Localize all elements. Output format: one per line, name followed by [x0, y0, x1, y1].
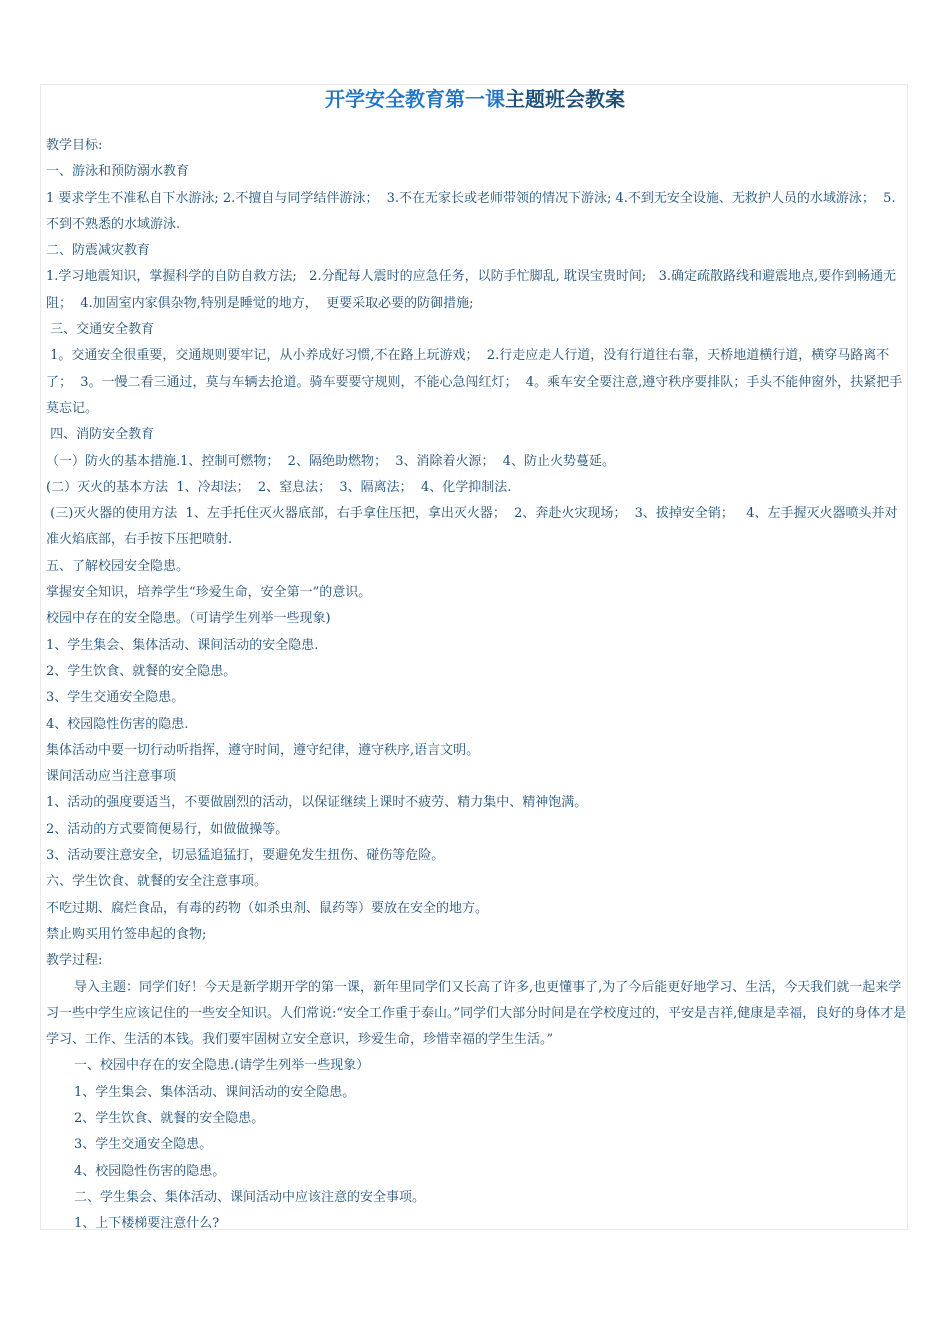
section-heading: 三、交通安全教育 — [46, 322, 155, 338]
paragraph: (三)灭火器的使用方法 1、左手托住灭火器底部，右手拿住压把，拿出灭火器； 2、奔赴火灾现场； 3、拔掉安全销； 4、左手握灭火器喷头并对准火焰底部，右手按下压把喷射. — [46, 506, 898, 548]
list-item: 3、学生交通安全隐患。 — [74, 1137, 213, 1153]
paragraph: 禁止购买用竹签串起的食物; — [46, 926, 207, 942]
list-item: 1、活动的强度要适当，不要做剧烈的活动，以保证继续上课时不疲劳、精力集中、精神饱满。 — [46, 795, 588, 811]
list-item: 2、学生饮食、就餐的安全隐患。 — [46, 663, 237, 679]
list-item: 4、校园隐性伤害的隐患。 — [74, 1163, 226, 1179]
list-item: 3、活动要注意安全，切忌猛追猛打，要避免发生扭伤、碰伤等危险。 — [46, 848, 445, 864]
paragraph: 校园中存在的安全隐患。（可请学生列举一些现象) — [46, 611, 331, 627]
paragraph: 1.学习地震知识，掌握科学的自防自救方法; 2.分配每人震时的应急任务，以防手忙脚乱, 耽误宝贵时间; 3.确定疏散路线和避震地点,要作到畅通无阻； 4.加固室内家俱杂物,特别是睡觉的地方， 更要采取必要的防御措施; — [46, 269, 897, 311]
title-highlight: 开学安全教育第一课 — [325, 87, 505, 111]
paragraph: 不吃过期、腐烂食品，有毒的药物（如杀虫剂、鼠药等）要放在安全的地方。 — [46, 900, 489, 916]
paragraph: 集体活动中要一切行动听指挥，遵守时间，遵守纪律，遵守秩序,语言文明。 — [46, 742, 480, 758]
list-item: 2、活动的方式要简便易行，如做做操等。 — [46, 821, 289, 837]
paragraph: 1 要求学生不准私自下水游泳; 2.不擅自与同学结伴游泳； 3.不在无家长或老师带领的情况下游泳; 4.不到无安全设施、无救护人员的水域游泳； 5.不到不熟悉的水域游泳. — [46, 190, 896, 232]
intro-paragraph: 导入主题：同学们好！今天是新学期开学的第一课，新年里同学们又长高了许多,也更懂事了,为了今后能更好地学习、生活，今天我们就一起来学习一些中学生应该记住的一些安全知识。人们常说:“安全工作重于泰山。”同学们大部分时间是在学校度过的，平安是吉祥,健康是幸福，良好的身体才是学习、工作、生活的本钱。我们要牢固树立安全意识，珍爱生命，珍惜幸福的学生生活。” — [46, 979, 907, 1048]
section-heading: 一、校园中存在的安全隐患.(请学生列举一些现象） — [74, 1058, 370, 1074]
document-title — [0, 86, 950, 112]
list-item: 1、学生集会、集体活动、课间活动的安全隐患. — [46, 637, 319, 653]
section-heading: 二、学生集会、集体活动、课间活动中应该注意的安全事项。 — [74, 1189, 426, 1205]
document-body — [46, 133, 908, 1237]
paragraph: 课间活动应当注意事项 — [46, 769, 177, 785]
title-rest: 主题班会教案 — [505, 87, 625, 111]
list-item: 3、学生交通安全隐患。 — [46, 690, 185, 706]
objectives-heading: 教学目标: — [46, 138, 103, 153]
paragraph: （一）防火的基本措施.1、控制可燃物； 2、隔绝助燃物； 3、消除着火源； 4、防止火势蔓延。 — [46, 453, 616, 469]
section-heading: 六、学生饮食、就餐的安全注意事项。 — [46, 874, 268, 890]
section-heading: 四、消防安全教育 — [46, 427, 155, 443]
list-item: 4、校园隐性伤害的隐患. — [46, 716, 189, 732]
paragraph: 1。交通安全很重要，交通规则要牢记，从小养成好习惯,不在路上玩游戏； 2.行走应走人行道，没有行道往右靠，天桥地道横行道，横穿马路离不了； 3。一慢二看三通过，莫与车辆去抢道。骑车要要守规则，不能心急闯红灯； 4。乘车安全要注意,遵守秩序要排队；手头不能伸窗外，扶紧把手莫忘记。 — [46, 348, 903, 416]
paragraph: (二）灭火的基本方法 1、冷却法； 2、窒息法； 3、隔离法； 4、化学抑制法. — [46, 479, 512, 495]
section-heading: 一、游泳和预防溺水教育 — [46, 164, 190, 180]
section-heading: 二、防震减灾教育 — [46, 243, 151, 259]
process-heading: 教学过程: — [46, 953, 103, 969]
list-item: 1、上下楼梯要注意什么? — [74, 1216, 220, 1232]
section-heading: 五、了解校园安全隐患。 — [46, 558, 190, 574]
paragraph: 掌握安全知识，培养学生“珍爱生命，安全第一”的意识。 — [46, 585, 372, 601]
list-item: 1、学生集会、集体活动、课间活动的安全隐患。 — [74, 1084, 356, 1100]
list-item: 2、学生饮食、就餐的安全隐患。 — [74, 1110, 265, 1126]
